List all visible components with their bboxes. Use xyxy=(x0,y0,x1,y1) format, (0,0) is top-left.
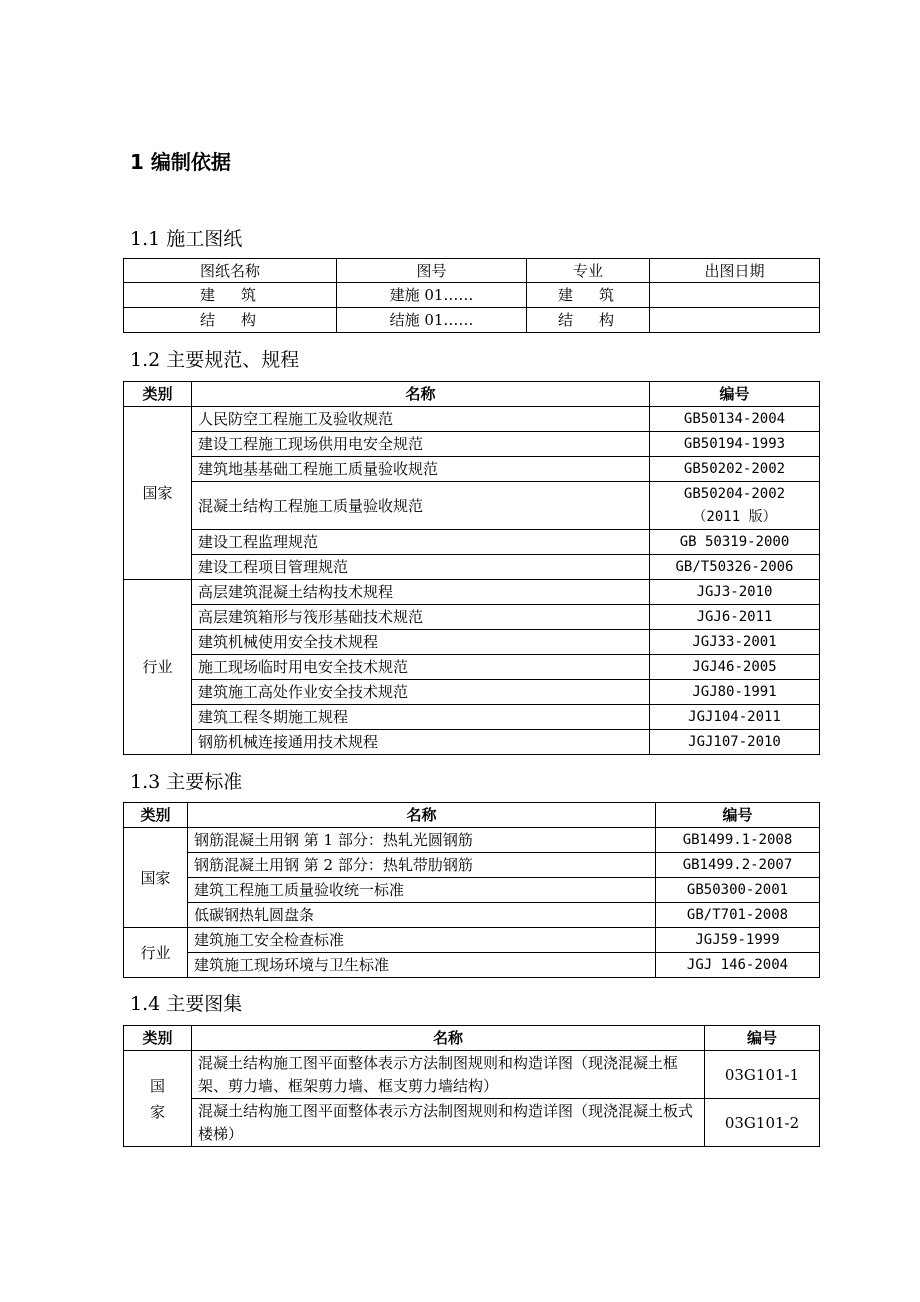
number-cell: GB50300-2001 xyxy=(656,878,820,903)
number-cell: JGJ 146-2004 xyxy=(656,953,820,978)
cell xyxy=(650,283,820,308)
number-cell: JGJ33-2001 xyxy=(650,630,820,655)
table-row xyxy=(124,730,820,755)
subsection-title-drawings: 1.1 施工图纸 xyxy=(130,228,243,250)
name-cell: 建筑机械使用安全技术规程 xyxy=(192,630,650,655)
name-cell: 建设工程监理规范 xyxy=(192,530,650,555)
category-cell: 行业 xyxy=(124,928,188,978)
subsection-title-atlases: 1.4 主要图集 xyxy=(130,993,243,1015)
name-cell: 建设工程项目管理规范 xyxy=(192,555,650,580)
cell: 结施 01…… xyxy=(337,308,527,333)
name-cell: 钢筋机械连接通用技术规程 xyxy=(192,730,650,755)
number-cell: 03G101-2 xyxy=(705,1099,820,1147)
header-name: 名称 xyxy=(188,803,656,828)
header-drawing-name: 图纸名称 xyxy=(124,259,337,283)
atlases-table xyxy=(123,1025,820,1147)
table-row xyxy=(124,928,820,953)
cell: 结构 xyxy=(124,308,337,333)
number-cell: GB 50319-2000 xyxy=(650,530,820,555)
number-cell: JGJ59-1999 xyxy=(656,928,820,953)
name-cell: 混凝土结构工程施工质量验收规范 xyxy=(192,482,650,530)
codes-table xyxy=(123,381,820,755)
name-cell: 建设工程施工现场供用电安全规范 xyxy=(192,432,650,457)
number-cell: GB50134-2004 xyxy=(650,407,820,432)
header-category: 类别 xyxy=(124,382,192,407)
table-row xyxy=(124,605,820,630)
header-name: 名称 xyxy=(192,382,650,407)
header-drawing-no: 图号 xyxy=(337,259,527,283)
table-row xyxy=(124,655,820,680)
number-cell: JGJ104-2011 xyxy=(650,705,820,730)
table-row xyxy=(124,482,820,530)
number-cell: JGJ6-2011 xyxy=(650,605,820,630)
cell xyxy=(650,308,820,333)
table-row xyxy=(124,1099,820,1147)
table-row xyxy=(124,630,820,655)
header-category: 类别 xyxy=(124,803,188,828)
number-cell: GB/T50326-2006 xyxy=(650,555,820,580)
number-cell: JGJ107-2010 xyxy=(650,730,820,755)
category-cell: 国 家 xyxy=(124,1051,192,1147)
number-cell: GB50204-2002 （2011 版） xyxy=(650,482,820,530)
number-cell: GB/T701-2008 xyxy=(656,903,820,928)
name-cell: 建筑施工安全检查标准 xyxy=(188,928,656,953)
header-name: 名称 xyxy=(192,1026,705,1051)
header-number: 编号 xyxy=(656,803,820,828)
table-row xyxy=(124,530,820,555)
table-row xyxy=(124,903,820,928)
table-row xyxy=(124,878,820,903)
name-cell: 人民防空工程施工及验收规范 xyxy=(192,407,650,432)
subsection-title-standards: 1.3 主要标准 xyxy=(130,771,243,793)
name-cell: 混凝土结构施工图平面整体表示方法制图规则和构造详图（现浇混凝土板式楼梯） xyxy=(192,1099,705,1147)
category-cell: 行业 xyxy=(124,580,192,755)
name-cell: 建筑地基基础工程施工质量验收规范 xyxy=(192,457,650,482)
header-discipline: 专业 xyxy=(527,259,650,283)
table-row xyxy=(124,1051,820,1099)
table-row xyxy=(124,828,820,853)
header-number: 编号 xyxy=(705,1026,820,1051)
name-cell: 建筑施工现场环境与卫生标准 xyxy=(188,953,656,978)
cell: 建施 01…… xyxy=(337,283,527,308)
number-cell: GB1499.2-2007 xyxy=(656,853,820,878)
cell: 建筑 xyxy=(124,283,337,308)
number-cell: GB50202-2002 xyxy=(650,457,820,482)
table-row xyxy=(124,953,820,978)
name-cell: 低碳钢热轧圆盘条 xyxy=(188,903,656,928)
cell: 结构 xyxy=(527,308,650,333)
number-cell: GB1499.1-2008 xyxy=(656,828,820,853)
name-cell: 施工现场临时用电安全技术规范 xyxy=(192,655,650,680)
number-cell: 03G101-1 xyxy=(705,1051,820,1099)
subsection-title-codes: 1.2 主要规范、规程 xyxy=(130,349,300,371)
section-heading: 1 编制依据 xyxy=(130,150,231,174)
category-cell: 国家 xyxy=(124,828,188,928)
name-cell: 钢筋混凝土用钢 第 1 部分：热轧光圆钢筋 xyxy=(188,828,656,853)
table-row xyxy=(124,853,820,878)
name-cell: 建筑施工高处作业安全技术规范 xyxy=(192,680,650,705)
number-cell: JGJ3-2010 xyxy=(650,580,820,605)
table-row xyxy=(124,580,820,605)
table-row xyxy=(124,407,820,432)
header-number: 编号 xyxy=(650,382,820,407)
cell: 建筑 xyxy=(527,283,650,308)
table-row xyxy=(124,705,820,730)
drawings-table xyxy=(123,258,820,333)
name-cell: 高层建筑混凝土结构技术规程 xyxy=(192,580,650,605)
name-cell: 钢筋混凝土用钢 第 2 部分：热轧带肋钢筋 xyxy=(188,853,656,878)
table-row xyxy=(124,283,820,308)
header-category: 类别 xyxy=(124,1026,192,1051)
number-cell: JGJ46-2005 xyxy=(650,655,820,680)
number-cell: JGJ80-1991 xyxy=(650,680,820,705)
standards-table xyxy=(123,802,820,978)
name-cell: 建筑工程施工质量验收统一标准 xyxy=(188,878,656,903)
table-row xyxy=(124,555,820,580)
table-row xyxy=(124,457,820,482)
number-cell: GB50194-1993 xyxy=(650,432,820,457)
name-cell: 高层建筑箱形与筏形基础技术规范 xyxy=(192,605,650,630)
table-row xyxy=(124,432,820,457)
name-cell: 建筑工程冬期施工规程 xyxy=(192,705,650,730)
table-row xyxy=(124,308,820,333)
category-cell: 国家 xyxy=(124,407,192,580)
name-cell: 混凝土结构施工图平面整体表示方法制图规则和构造详图（现浇混凝土框架、剪力墙、框架剪力墙、框支剪力墙结构） xyxy=(192,1051,705,1099)
table-row xyxy=(124,680,820,705)
header-issue-date: 出图日期 xyxy=(650,259,820,283)
